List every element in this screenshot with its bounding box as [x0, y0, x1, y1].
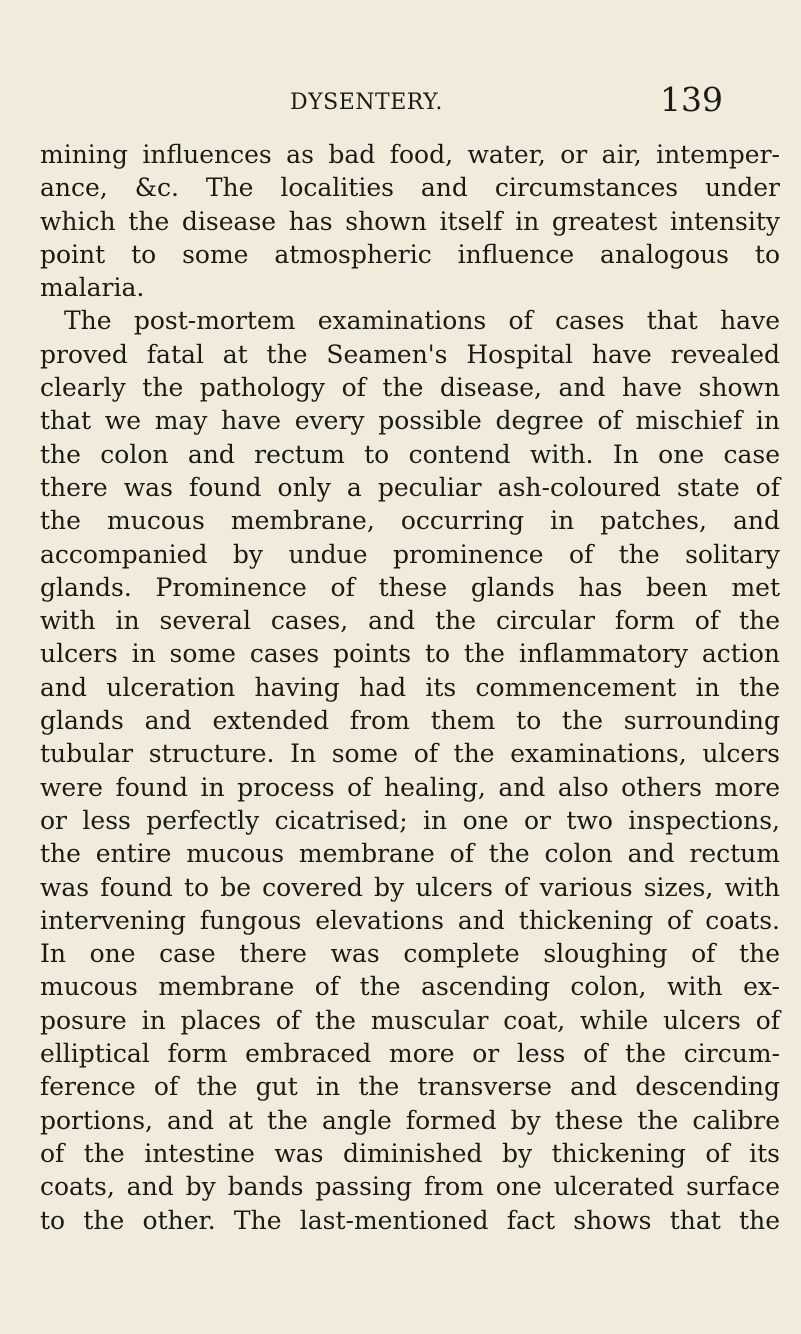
page-number: 139: [660, 80, 723, 119]
text-line: that we may have every possible degree of mischief in: [40, 406, 780, 436]
text-line: there was found only a peculiar ash-coloured state of: [40, 472, 780, 502]
text-line: glands. Prominence of these glands has been met: [40, 572, 780, 602]
text-line: or less perfectly cicatrised; in one or two inspections,: [40, 805, 780, 835]
text-line: which the disease has shown itself in greatest intensity: [40, 206, 780, 236]
body-text: [40, 138, 780, 1237]
text-line: point to some atmospheric influence analogous to: [40, 239, 780, 269]
text-line: glands and extended from them to the surrounding: [40, 706, 780, 736]
text-line: the entire mucous membrane of the colon and rectum: [40, 839, 780, 869]
text-line: the colon and rectum to contend with. In one case: [40, 439, 780, 469]
text-line: clearly the pathology of the disease, and have shown: [40, 373, 780, 403]
text-line: of the intestine was diminished by thickening of its: [40, 1138, 780, 1168]
text-line: malaria.: [40, 273, 145, 303]
text-line: elliptical form embraced more or less of the circum-: [40, 1039, 780, 1069]
running-head: [0, 82, 801, 122]
text-line: accompanied by undue prominence of the solitary: [40, 539, 780, 569]
text-line: was found to be covered by ulcers of various sizes, with: [40, 872, 780, 902]
text-line: tubular structure. In some of the examinations, ulcers: [40, 739, 780, 769]
text-line: to the other. The last-mentioned fact shows that the: [40, 1205, 780, 1235]
text-line: In one case there was complete sloughing of the: [40, 939, 780, 969]
text-line: coats, and by bands passing from one ulcerated surface: [40, 1172, 780, 1202]
text-line: ference of the gut in the transverse and descending: [40, 1072, 780, 1102]
text-line: posure in places of the muscular coat, while ulcers of: [40, 1005, 780, 1035]
text-line: portions, and at the angle formed by these the calibre: [40, 1105, 780, 1135]
text-line: ance, &c. The localities and circumstances under: [40, 173, 780, 203]
text-line: were found in process of healing, and also others more: [40, 772, 780, 802]
text-line: intervening fungous elevations and thickening of coats.: [40, 905, 780, 935]
text-line: mining influences as bad food, water, or air, intemper-: [40, 140, 780, 169]
text-line: The post-mortem examinations of cases that have: [64, 306, 780, 336]
running-head-title: DYSENTERY.: [290, 90, 443, 115]
text-line: with in several cases, and the circular form of the: [40, 606, 780, 636]
text-line: and ulceration having had its commencement in the: [40, 672, 780, 702]
text-line: the mucous membrane, occurring in patches, and: [40, 506, 780, 536]
text-line: ulcers in some cases points to the inflammatory action: [40, 639, 780, 669]
text-line: proved fatal at the Seamen's Hospital have revealed: [40, 339, 780, 369]
text-line: mucous membrane of the ascending colon, with ex-: [40, 972, 780, 1002]
